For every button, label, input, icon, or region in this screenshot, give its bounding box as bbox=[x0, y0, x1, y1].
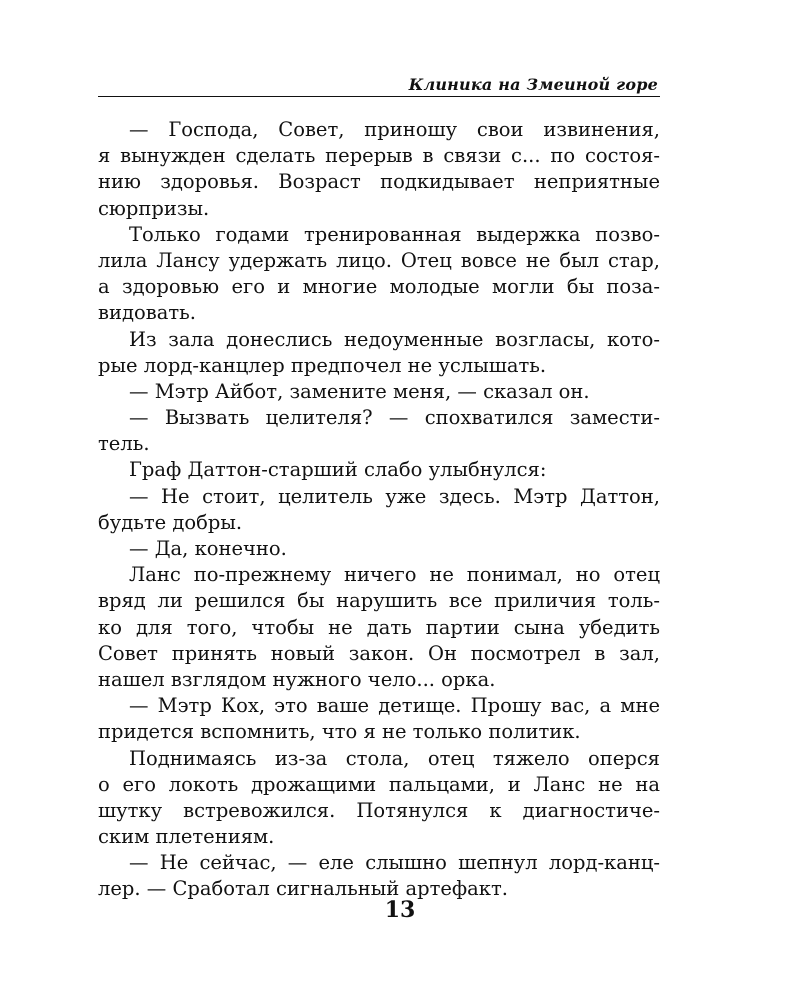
body-text bbox=[98, 117, 660, 903]
text-line: будьте добры. bbox=[98, 510, 243, 534]
text-line: Граф Даттон-старший слабо улыбнулся: bbox=[129, 458, 547, 482]
page-number: 13 bbox=[384, 897, 416, 923]
text-line: тель. bbox=[98, 432, 150, 456]
text-line: ским плетениям. bbox=[98, 825, 275, 849]
text-line: вряд ли решился бы нарушить все приличия толь- bbox=[98, 589, 660, 613]
text-line: видовать. bbox=[98, 301, 196, 325]
text-line: — Да, конечно. bbox=[129, 537, 287, 560]
text-line: Ланс по-прежнему ничего не понимал, но отец bbox=[129, 563, 660, 587]
text-line: Поднимаясь из-за стола, отец тяжело оперся bbox=[129, 746, 660, 770]
text-line: шутку встревожился. Потянулся к диагностиче- bbox=[98, 798, 660, 822]
running-header bbox=[98, 70, 660, 97]
text-line: нашел взглядом нужного чело... орка. bbox=[98, 667, 496, 691]
text-line: я вынужден сделать перерыв в связи с... по состоя- bbox=[98, 144, 660, 168]
text-line: — Вызвать целителя? — спохватился замести- bbox=[129, 406, 660, 430]
text-line: Только годами тренированная выдержка позво- bbox=[129, 222, 660, 246]
text-line: сюрпризы. bbox=[98, 196, 210, 220]
text-line: рые лорд-канцлер предпочел не услышать. bbox=[98, 353, 547, 377]
text-line: — Не стоит, целитель уже здесь. Мэтр Даттон, bbox=[129, 484, 660, 508]
text-line: — Мэтр Айбот, замените меня, — сказал он. bbox=[129, 379, 590, 403]
text-line: лер. — Сработал сигнальный артефакт. bbox=[98, 877, 508, 901]
running-title: Клиника на Змеиной горе bbox=[408, 75, 658, 94]
text-line: ко для того, чтобы не дать партии сына убедить bbox=[98, 615, 660, 639]
text-line: — Не сейчас, — еле слышно шепнул лорд-канц- bbox=[129, 851, 660, 875]
text-line: о его локоть дрожащими пальцами, и Ланс не на bbox=[98, 772, 660, 796]
text-line: — Мэтр Кох, это ваше детище. Прошу вас, а мне bbox=[129, 694, 660, 718]
text-line: Совет принять новый закон. Он посмотрел в зал, bbox=[98, 641, 660, 665]
text-line: а здоровью его и многие молодые могли бы поза- bbox=[98, 275, 660, 299]
text-line: придется вспомнить, что я не только политик. bbox=[98, 720, 581, 744]
text-line: нию здоровья. Возраст подкидывает неприятные bbox=[98, 170, 660, 194]
text-line: Из зала донеслись недоуменные возгласы, кото- bbox=[129, 327, 660, 351]
text-line: — Господа, Совет, приношу свои извинения, bbox=[129, 118, 660, 141]
text-line: лила Лансу удержать лицо. Отец вовсе не был стар, bbox=[98, 248, 660, 272]
